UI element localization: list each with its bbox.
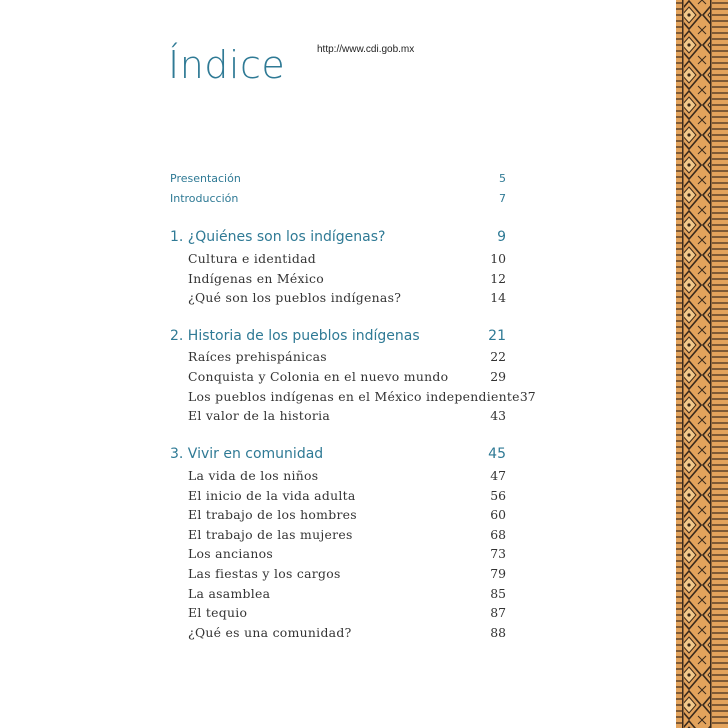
toc-item-page: 10 (490, 251, 506, 266)
toc-item[interactable] (188, 507, 506, 522)
toc-item-page: 47 (490, 468, 506, 483)
toc-item-label: Las fiestas y los cargos (188, 566, 341, 581)
toc-item[interactable] (188, 389, 536, 404)
toc-label: Presentación (170, 172, 241, 185)
toc-item[interactable] (188, 290, 506, 305)
chapter-title: 3. Vivir en comunidad (170, 446, 324, 462)
toc-item-page: 60 (490, 507, 506, 522)
chapter-title: 2. Historia de los pueblos indígenas (170, 328, 420, 344)
page-title: Índice (168, 43, 286, 87)
chapter-page-number: 9 (497, 229, 506, 245)
toc-item-page: 88 (490, 625, 506, 640)
toc-item-label: El valor de la historia (188, 408, 331, 423)
toc-row-front[interactable] (170, 192, 506, 205)
toc-item-label: ¿Qué es una comunidad? (188, 625, 352, 640)
toc-item-label: Los pueblos indígenas en el México independiente (188, 389, 520, 404)
toc-item-page: 14 (490, 290, 506, 305)
toc-item[interactable] (188, 566, 506, 581)
toc-item[interactable] (188, 408, 506, 423)
toc-item-page: 73 (490, 546, 506, 561)
chapter-page-number: 21 (488, 328, 506, 344)
chapter-page-number: 45 (488, 446, 506, 462)
toc-item-label: El trabajo de las mujeres (188, 527, 353, 542)
toc-item[interactable] (188, 468, 506, 483)
toc-item-page: 85 (490, 586, 506, 601)
toc-item-label: Conquista y Colonia en el nuevo mundo (188, 369, 449, 384)
toc-item[interactable] (188, 605, 506, 620)
toc-item-label: Raíces prehispánicas (188, 349, 327, 364)
source-url[interactable]: http://www.cdi.gob.mx (317, 44, 415, 55)
decorative-border-icon (676, 0, 728, 728)
toc-chapter-3[interactable] (170, 446, 506, 462)
toc-item-page: 12 (490, 271, 506, 286)
toc-item-page: 22 (490, 349, 506, 364)
toc-item-page: 37 (519, 389, 536, 404)
toc-item[interactable] (188, 251, 506, 266)
toc-item-label: El inicio de la vida adulta (188, 488, 356, 503)
toc-item-label: El trabajo de los hombres (188, 507, 357, 522)
toc-chapter-1[interactable] (170, 229, 506, 245)
toc-item-page: 43 (490, 408, 506, 423)
toc-item-page: 79 (490, 566, 506, 581)
toc-item-label: El tequio (188, 605, 248, 620)
toc-item-label: Indígenas en México (188, 271, 325, 286)
toc-chapter-2[interactable] (170, 328, 506, 344)
toc-page-number: 7 (499, 192, 506, 205)
toc-item[interactable] (188, 546, 506, 561)
toc-item[interactable] (188, 369, 506, 384)
toc-item-page: 56 (490, 488, 506, 503)
toc-item[interactable] (188, 527, 506, 542)
toc-item[interactable] (188, 586, 506, 601)
chapter-title: 1. ¿Quiénes son los indígenas? (170, 229, 386, 245)
toc-item-page: 68 (490, 527, 506, 542)
toc-item-label: La vida de los niños (188, 468, 319, 483)
toc-item-label: Los ancianos (188, 546, 274, 561)
toc-label: Introducción (170, 192, 239, 205)
toc-item-page: 29 (490, 369, 506, 384)
toc-item[interactable] (188, 488, 506, 503)
toc-item-page: 87 (490, 605, 506, 620)
toc-item[interactable] (188, 625, 506, 640)
toc-item-label: La asamblea (188, 586, 271, 601)
toc-row-front[interactable] (170, 172, 506, 185)
toc-page-number: 5 (499, 172, 506, 185)
toc-item-label: ¿Qué son los pueblos indígenas? (188, 290, 402, 305)
toc-item[interactable] (188, 349, 506, 364)
toc-item-label: Cultura e identidad (188, 251, 317, 266)
toc-item[interactable] (188, 271, 506, 286)
